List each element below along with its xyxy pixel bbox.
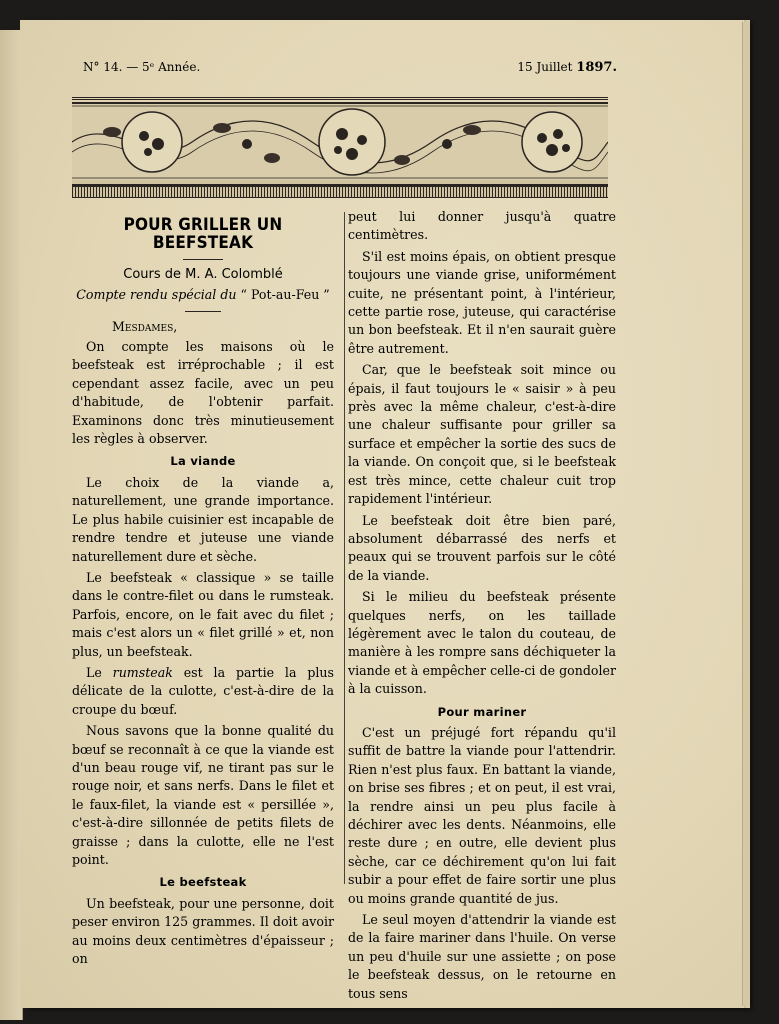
paragraph-continued: peut lui donner jusqu'à quatre centimètres. (348, 209, 616, 243)
paragraph-rumsteak (72, 664, 334, 719)
article-author: Cours de M. A. Colomblé (123, 266, 283, 282)
issue-number: N° 14. — 5ᵉ Année. (83, 60, 201, 74)
issue-header (83, 60, 623, 80)
text-run: est la partie la plus délicate de la culotte, c'est-à-dire de la croupe du bœuf. (72, 664, 334, 717)
page-stack-edge (742, 22, 749, 1006)
paragraph: Le beefsteak doit être bien paré, absolument débarrassé des nerfs et peaux qui se trouvent parfois sur le côté de la viande. (348, 512, 616, 583)
paragraph: Un beefsteak, pour une personne, doit peser environ 125 grammes. Il doit avoir au moins deux centimètres d'épaisseur ; on (72, 895, 334, 967)
column-divider (344, 212, 345, 884)
report-italic: Compte rendu spécial du (76, 287, 237, 303)
subhead-mariner: Pour mariner (437, 704, 527, 719)
byline-rule (185, 311, 221, 312)
paragraph: Nous savons que la bonne qualité du bœuf se reconnaît à ce que la viande est d'un beau rouge vif, ne tirant pas sur le rouge noir, et sans nerfs. Dans le filet et le faux-filet, la viande est « persillée », c'est-à-dire sillonnée de petits filets de graisse ; dans la culotte, elle ne l'est point. (72, 723, 334, 867)
right-column (348, 208, 616, 1006)
subhead-viande: La viande (170, 454, 236, 469)
paragraph: S'il est moins épais, on obtient presque toujours une viande grise, uniformément cuite, ne présentant point, à l'intérieur, cette partie rose, juteuse, qui caractérise un bon beefsteak. Et il n'en saurait guère être autrement. (348, 248, 616, 356)
issue-date (517, 60, 617, 75)
paragraph: Le beefsteak « classique » se taille dans le contre-filet ou dans le rumsteak. Parfois, encore, on le fait avec du filet ; mais c'est alors un « filet grillé » et, non plus, un beefsteak. (72, 569, 334, 659)
report-line (72, 286, 334, 304)
header-rule (72, 97, 608, 98)
report-source: “ Pot-au-Feu ” (236, 287, 330, 303)
issue-date-day-month: 15 Juillet (517, 60, 577, 74)
issue-year: 1897. (576, 60, 617, 75)
left-column (72, 208, 334, 971)
salutation: Mesdames, (112, 318, 178, 334)
article-title: POUR GRILLER UN BEEFSTEAK (123, 215, 283, 254)
paragraph: Le choix de la viande a, naturellement, une grande importance. Le plus habile cuisinier est incapable de rendre tendre et juteuse une viande naturellement dure et sèche. (72, 474, 334, 564)
paragraph: C'est un préjugé fort répandu qu'il suffit de battre la viande pour l'attendrir. Rien n'est plus faux. En battant la viande, on brise ses fibres ; et on peut, il est vrai, la rendre ainsi un peu plus facile à déchirer avec les dents. Néanmoins, elle reste dure ; en outre, elle devient plus sèche, car ce déchirement qu'on lui fait subir a pour effet de faire sortir une plus ou moins grande quantité de jus. (348, 724, 616, 906)
paragraph: On compte les maisons où le beefsteak est irréprochable ; il est cependant assez facile, avec un peu d'habitude, de l'obtenir parfait. Examinons donc très minutieusement les règles à observer. (72, 339, 334, 447)
header-rule-thin (72, 99, 608, 100)
italic-term: rumsteak (112, 664, 173, 680)
text-run: Le (86, 664, 113, 680)
title-rule (183, 259, 223, 260)
subhead-beefsteak: Le beefsteak (159, 875, 247, 890)
paragraph: Le seul moyen d'attendrir la viande est de la faire mariner dans l'huile. On verse un peu d'huile sur une assiette ; on pose le beefsteak dessus, on le retourne en tous sens (348, 912, 616, 1001)
banner-base-border (72, 186, 608, 198)
decorative-floral-banner (72, 102, 608, 186)
paragraph: Si le milieu du beefsteak présente quelques nerfs, on les taillade légèrement avec le talon du couteau, de manière à les rompre sans déchiqueter la viande et à empêcher celle-ci de gondoler à la cuisson. (348, 589, 616, 697)
paragraph: Car, que le beefsteak soit mince ou épais, il faut toujours le « saisir » à peu près avec la même chaleur, c'est-à-dire une chaleur suffisante pour griller sa surface et empêcher la sortie des sucs de la viande. On conçoit que, si le beefsteak est très mince, cette chaleur cuit trop rapidement l'intérieur. (348, 362, 616, 507)
floral-ornament-icon (72, 104, 608, 180)
